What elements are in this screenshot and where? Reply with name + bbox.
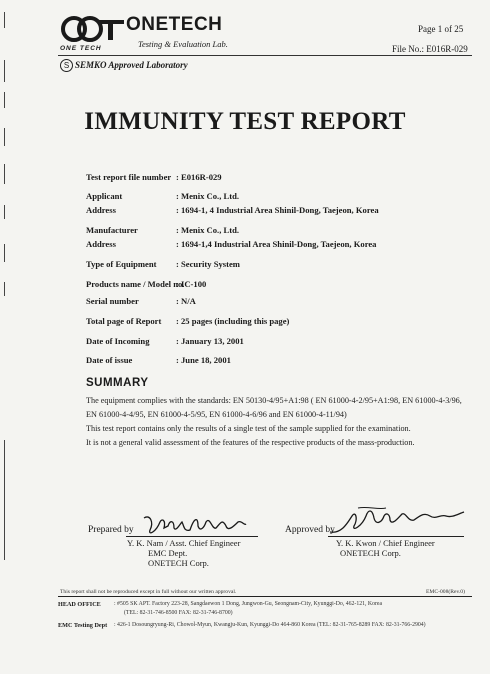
page-number: Page 1 of 25: [418, 24, 464, 34]
field-label: Address: [86, 205, 116, 215]
binder-mark: [4, 244, 14, 262]
onetech-logo-icon: [60, 16, 126, 46]
field-value: : Menix Co., Ltd.: [176, 225, 240, 235]
field-label: Serial number: [86, 296, 139, 306]
field-label: Manufacturer: [86, 225, 138, 235]
summary-line: It is not a general valid assessment of the features of the respective products of the mass-production.: [86, 438, 415, 447]
binder-mark: [4, 60, 14, 82]
summary-line: The equipment complies with the standards: EN 50130-4/95+A1:98 ( EN 61000-4-2/95+A1:98, EN 61000-4-3/96,: [86, 396, 462, 405]
binder-mark: [4, 282, 14, 296]
field-value: : E016R-029: [176, 172, 222, 182]
brand-mark-text: ONE TECH: [60, 45, 102, 52]
approved-lab-label: SEMKO Approved Laboratory: [75, 60, 188, 70]
approved-signature-icon: [328, 504, 468, 538]
emc-dept-label: EMC Testing Dept: [58, 622, 108, 629]
field-label: Test report file number: [86, 172, 172, 182]
field-label: Total page of Report: [86, 316, 162, 326]
prepared-company: ONETECH Corp.: [148, 558, 209, 568]
head-office-label: HEAD OFFICE: [58, 601, 101, 608]
approved-by-label: Approved by: [285, 525, 335, 535]
file-number: File No.: E016R-029: [392, 44, 468, 54]
field-value: : Menix Co., Ltd.: [176, 191, 240, 201]
prepared-signature-line: [126, 536, 258, 537]
report-title: IMMUNITY TEST REPORT: [84, 108, 406, 135]
prepared-signature-icon: [140, 512, 250, 538]
field-value: : IC-100: [176, 279, 207, 289]
field-label: Products name / Model no.: [86, 279, 185, 289]
approved-name: Y. K. Kwon / Chief Engineer: [336, 538, 435, 548]
brand-name: ONETECH: [126, 14, 223, 35]
head-office-contact: (TEL: 82-31-746-8500 FAX: 82-31-746-8700): [124, 610, 233, 616]
field-label: Type of Equipment: [86, 259, 157, 269]
field-value: : 25 pages (including this page): [176, 316, 290, 326]
binder-mark: [4, 205, 14, 219]
binder-mark: [4, 440, 14, 560]
binder-mark: [4, 164, 14, 184]
prepared-by-label: Prepared by: [88, 525, 134, 535]
approved-company: ONETECH Corp.: [340, 548, 401, 558]
field-label: Date of Incoming: [86, 336, 150, 346]
field-label: Address: [86, 239, 116, 249]
field-value: : January 13, 2001: [176, 336, 244, 346]
summary-line: EN 61000-4-4/95, EN 61000-4-5/95, EN 61000-4-6/96 and EN 61000-4-11/94): [86, 410, 347, 419]
summary-heading: SUMMARY: [86, 377, 149, 389]
field-value: : N/A: [176, 296, 196, 306]
head-office-address: : #505 SK APT. Factory 223-28, Sangdaewon 1 Dong, Jungwon-Gu, Seongnam-City, Kyunggi-Do, 462-121, Korea: [114, 601, 383, 607]
binder-mark: [4, 12, 14, 28]
field-value: : June 18, 2001: [176, 355, 231, 365]
binder-mark: [4, 92, 14, 108]
approved-signature-line: [328, 536, 464, 537]
field-label: Applicant: [86, 191, 123, 201]
prepared-name: Y. K. Nam / Asst. Chief Engineer: [127, 538, 241, 548]
emc-dept-address: : 426-1 Dosoungryung-Ri, Chowol-Myun, Kwangju-Kun, Kyunggi-Do 464-860 Korea (TEL: 82-31-765-8289 FAX: 82-31-766-2904): [114, 622, 426, 628]
header-divider: [58, 55, 472, 56]
field-value: : 1694-1,4 Industrial Area Shinil-Dong, Taejeon, Korea: [176, 239, 377, 249]
field-label: Date of issue: [86, 355, 133, 365]
reproduction-note: This report shall not be reproduced except in full without our written approval.: [60, 589, 237, 595]
semko-icon: S: [60, 59, 73, 72]
field-value: : 1694-1, 4 Industrial Area Shinil-Dong, Taejeon, Korea: [176, 205, 379, 215]
field-value: : Security System: [176, 259, 240, 269]
form-code: EMC-008(Rev.0): [426, 589, 465, 595]
summary-line: This test report contains only the results of a single test of the sample supplied for the examination.: [86, 424, 411, 433]
footer-divider: [58, 596, 472, 597]
prepared-dept: EMC Dept.: [148, 548, 188, 558]
brand-subtitle: Testing & Evaluation Lab.: [138, 39, 228, 49]
